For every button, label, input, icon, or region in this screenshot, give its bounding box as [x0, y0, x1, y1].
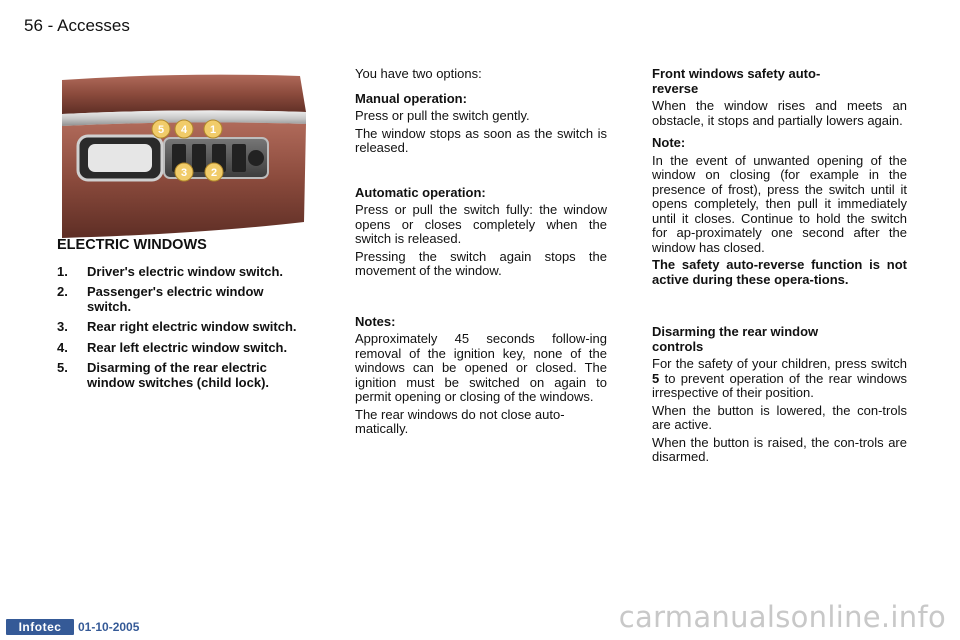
list-item: 3. Rear right electric window switch.: [57, 319, 297, 334]
infotec-logo: Infotec: [6, 619, 74, 635]
svg-text:2: 2: [210, 167, 218, 179]
svg-text:3: 3: [180, 167, 188, 179]
front-reverse-heading: Front windows safety auto-reverse: [652, 66, 821, 96]
auto-text-2: Pressing the switch again stops the movement of the window.: [355, 248, 607, 278]
disarm-text-1: For the safety of your children, press switch 5 to prevent operation of the rear windows irrespective of their position.: [652, 356, 907, 400]
manual-heading: Manual operation:: [355, 90, 467, 106]
right-column: [652, 67, 907, 473]
header-separator: -: [47, 16, 54, 35]
section-title: Accesses: [57, 16, 130, 35]
intro-text: You have two options:: [355, 66, 482, 81]
manual-text-1: Press or pull the switch gently.: [355, 108, 530, 123]
svg-text:5: 5: [157, 124, 165, 136]
auto-heading: Automatic operation:: [355, 184, 486, 200]
callout-1: [204, 120, 222, 138]
svg-text:4: 4: [180, 124, 188, 136]
notes-text-2: The rear windows do not close auto-matically.: [355, 406, 565, 436]
section-heading-electric-windows: ELECTRIC WINDOWS: [57, 237, 207, 253]
disarm-heading: Disarming the rear window controls: [652, 324, 819, 354]
middle-column: [355, 67, 607, 445]
notes-text-1: Approximately 45 seconds follow-ing removal of the ignition key, none of the windows can be opened or closed. The ignition must be switched on again to permit opening or closing of the windows.: [355, 331, 607, 404]
list-item: 1. Driver's electric window switch.: [57, 263, 283, 279]
callout-2: [205, 163, 223, 181]
list-item: 4. Rear left electric window switch.: [57, 339, 288, 355]
page-number: 56: [24, 16, 43, 35]
note-heading: Note:: [652, 135, 686, 150]
window-switch-illustration: [60, 72, 310, 244]
note-text: In the event of unwanted opening of the window on closing (for example in the presence of frost), press the switch until it opens completely, then pull it immediately until it closes. Continue to hold the switch for ap-proximately one second after the window has closed.: [652, 152, 907, 255]
auto-text-1: Press or pull the switch fully: the window opens or closes completely when the switch is released.: [355, 202, 607, 246]
disarm-text-2: When the button is lowered, the con-trols are active.: [652, 402, 907, 432]
callout-5: [152, 120, 170, 138]
notes-heading: Notes:: [355, 313, 396, 329]
svg-text:1: 1: [209, 124, 217, 136]
front-reverse-text: When the window rises and meets an obstacle, it stops and partially lowers again.: [652, 98, 907, 128]
watermark: carmanualsonline.info: [618, 600, 946, 634]
door-trim-upper: [62, 75, 306, 114]
page-header: [24, 16, 130, 36]
switch-legend: [57, 265, 307, 391]
callout-4: [175, 120, 193, 138]
switch-number: 5: [652, 370, 660, 386]
left-column: [57, 238, 307, 396]
footer-date: 01-10-2005: [78, 620, 140, 634]
manual-text-2: The window stops as soon as the switch is released.: [355, 125, 607, 155]
disarm-text-3: When the button is raised, the con-trols are disarmed.: [652, 434, 907, 464]
callout-3: [175, 163, 193, 181]
note-warning: The safety auto-reverse function is not active during these opera-tions.: [652, 257, 907, 287]
list-item: 2. Passenger's electric window switch.: [57, 284, 264, 314]
list-item: 5. Disarming of the rear electric window switches (child lock).: [57, 360, 270, 390]
